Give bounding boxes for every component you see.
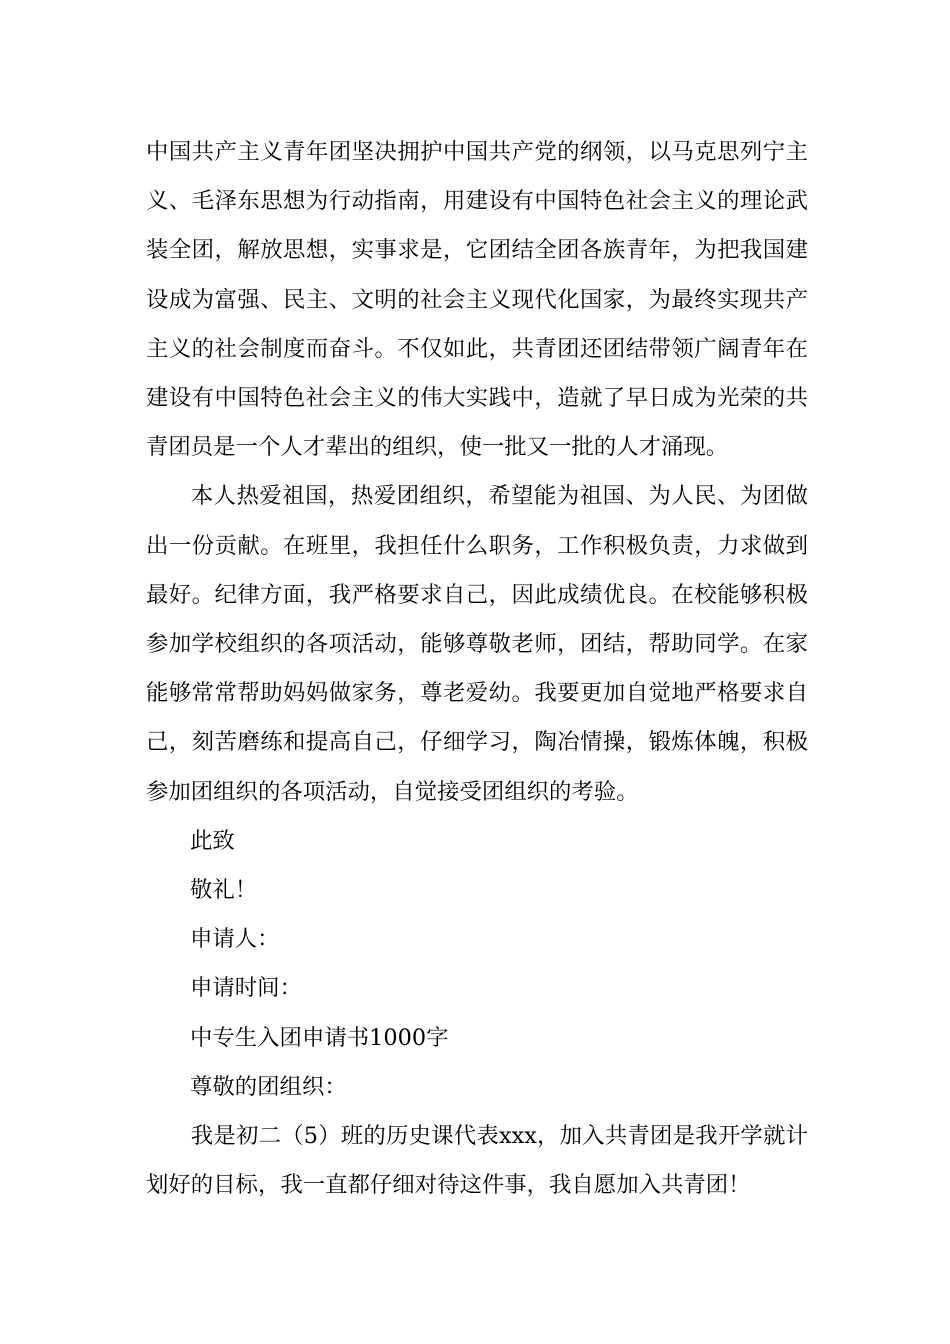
second-letter-title: 中专生入团申请书1000字 (190, 1024, 449, 1051)
paragraph-youth-league-intro: 中国共产主义青年团坚决拥护中国共产党的纲领，以马克思列宁主义、毛泽东思想为行动指南，用建设有中国特色社会主义的理论武装全团，解放思想，实事求是，它团结全团各族青年，为把我国建设成为富强、民主、文明的社会主义现代化国家，为最终实现共产主义的社会制度而奋斗。不仅如此，共青团还团结带领广阔青年在建设有中国特色社会主义的伟大实践中，造就了早日成为光荣的共青团员是一个人才辈出的组织，使一批又一批的人才涌现。 (146, 139, 808, 461)
date-label: 申请时间： (190, 975, 302, 1002)
salute: 敬礼！ (190, 877, 258, 904)
applicant-label: 申请人： (190, 926, 280, 953)
closing-words: 此致 (190, 827, 235, 854)
paragraph-second-letter-intro: 我是初二（5）班的历史课代表xxx，加入共青团是我开学就计划好的目标，我一直都仔细对待这件事，我自愿加入共青团！ (146, 1123, 808, 1199)
document-body (146, 128, 808, 1210)
paragraph-personal-statement: 本人热爱祖国，热爱团组织，希望能为祖国、为人民、为团做出一份贡献。在班里，我担任什么职务，工作积极负责，力求做到最好。纪律方面，我严格要求自己，因此成绩优良。在校能够积极参加学校组织的各项活动，能够尊敬老师，团结，帮助同学。在家能够常常帮助妈妈做家务，尊老爱幼。我要更加自觉地严格要求自己，刻苦磨练和提高自己，仔细学习，陶冶情操，锻炼体魄，积极参加团组织的各项活动，自觉接受团组织的考验。 (146, 483, 808, 805)
greeting: 尊敬的团组织： (190, 1073, 347, 1100)
